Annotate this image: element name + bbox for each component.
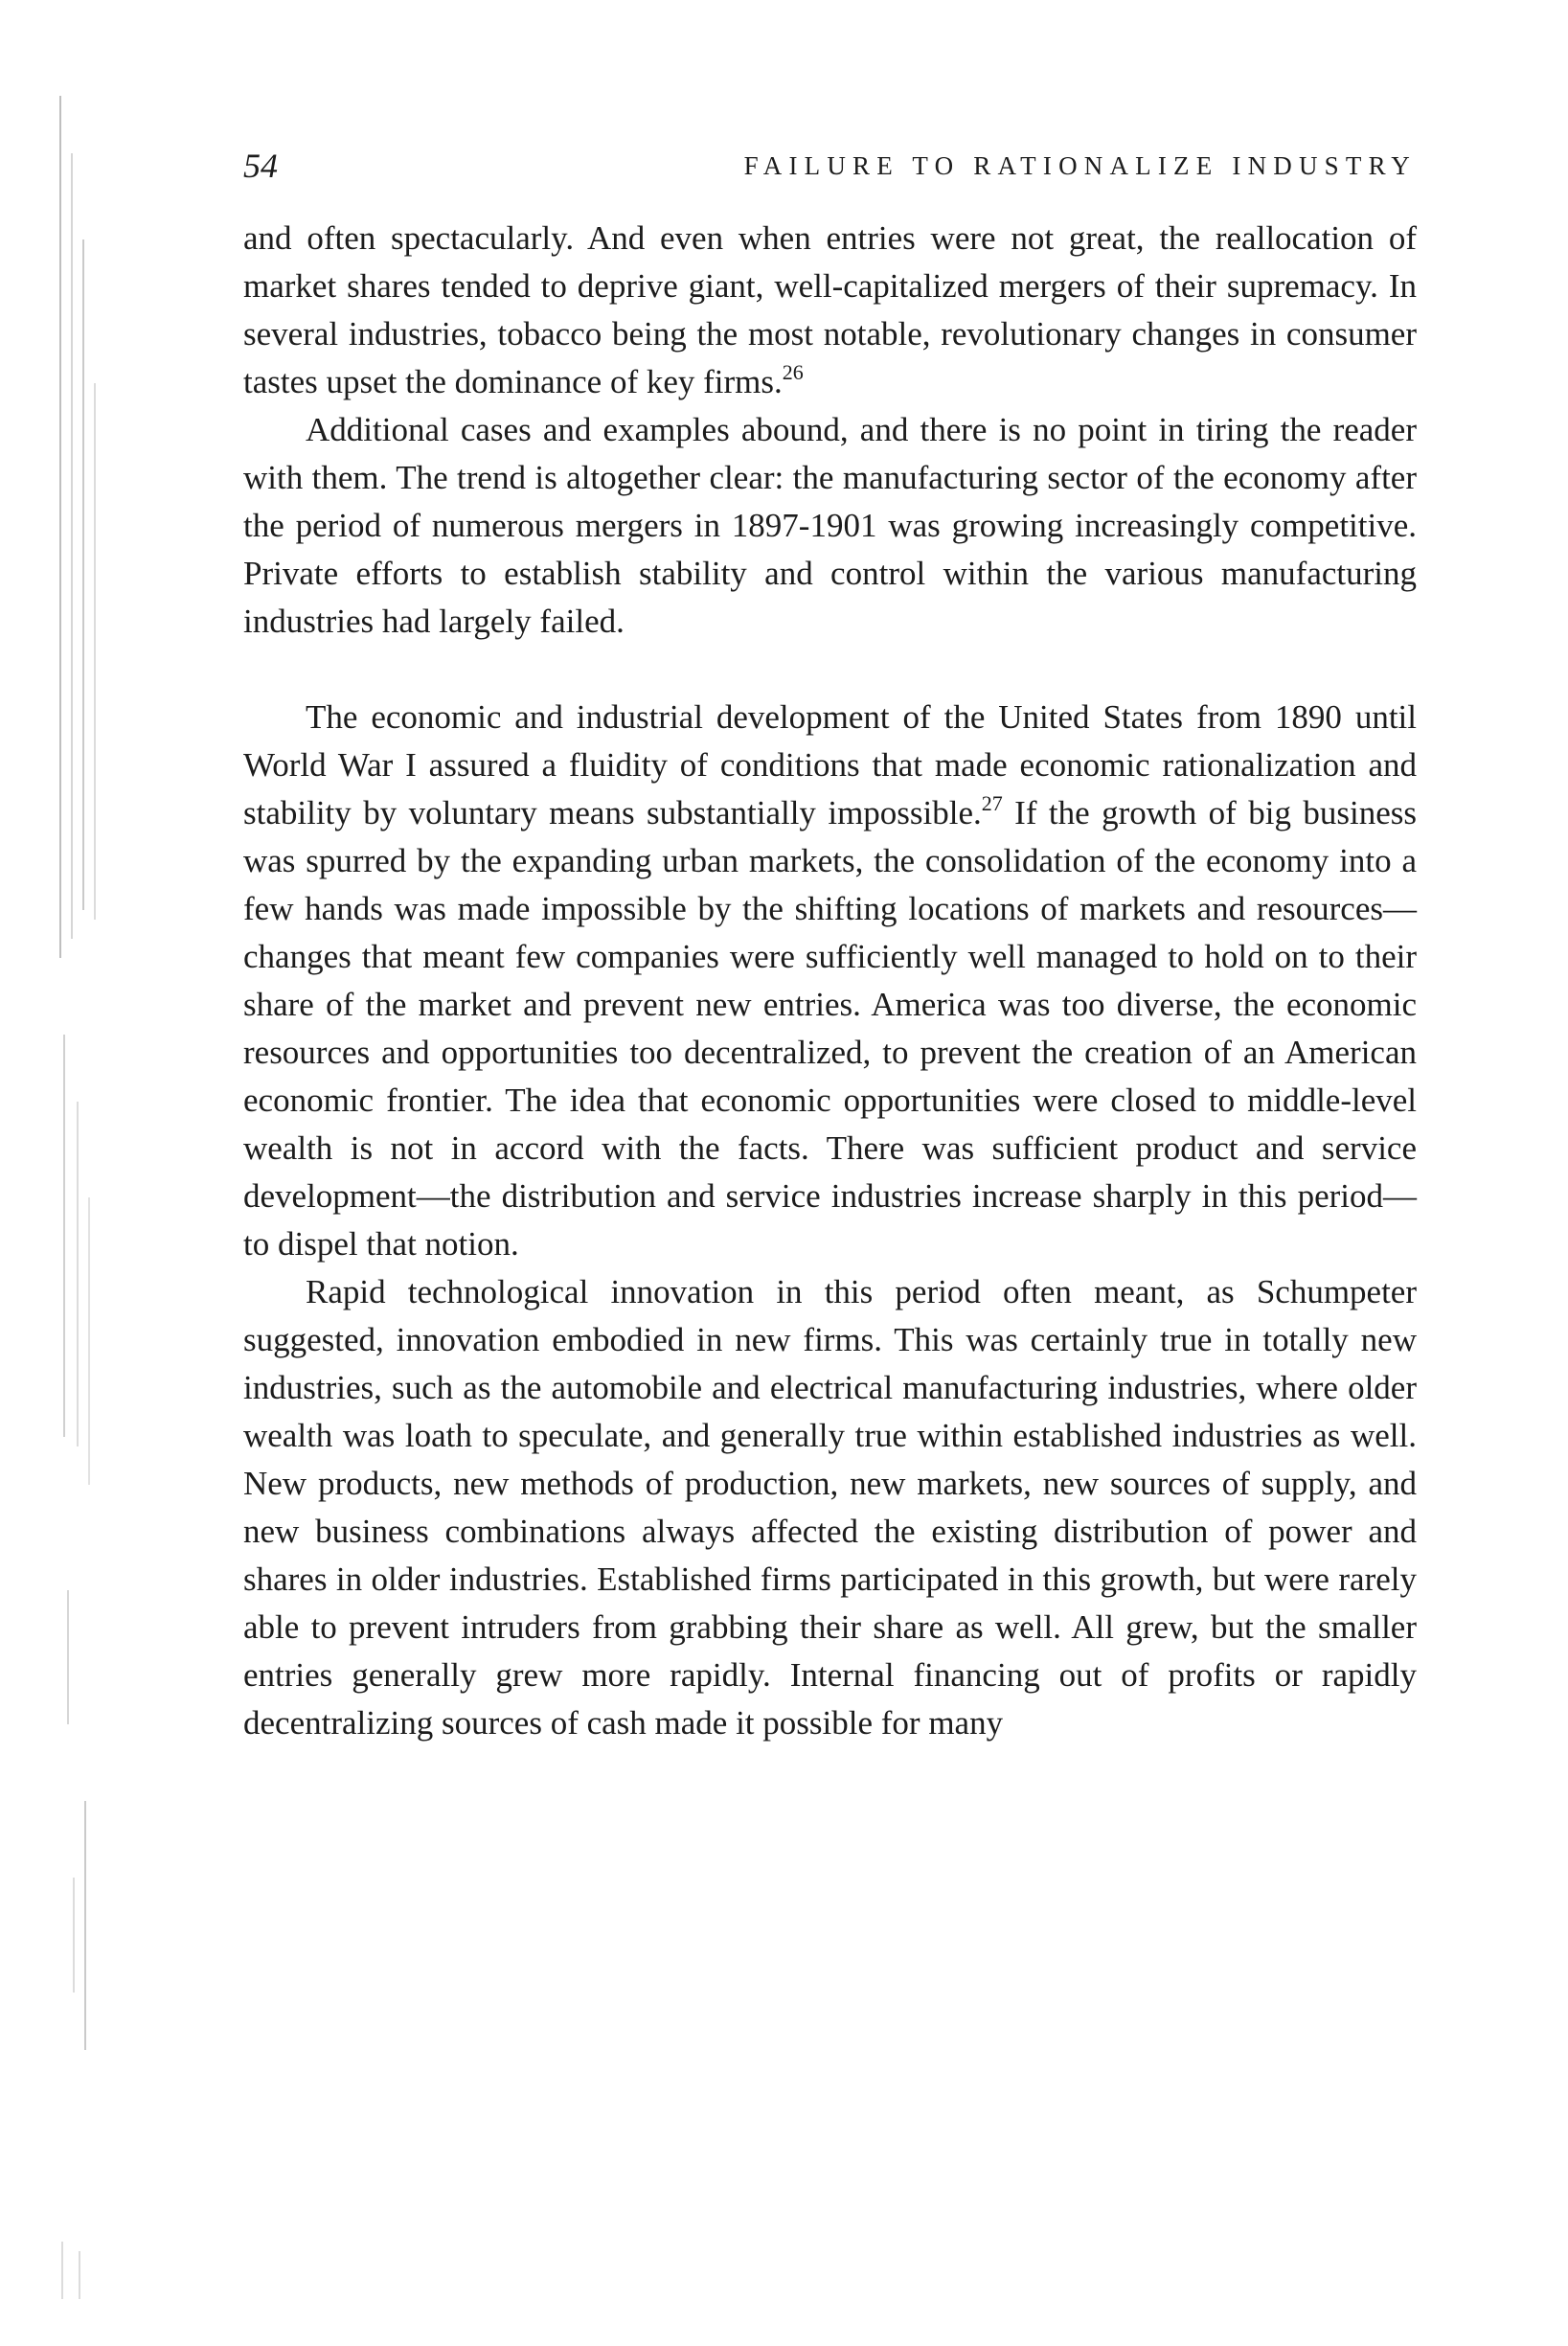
footnote-ref-26[interactable]: 26 [782, 360, 804, 384]
page-header [243, 144, 1417, 188]
paragraph-2-text: Additional cases and examples abound, and there is no point in tiring the reader with them. The trend is altogether clear: the manufacturing sector of the economy after the period of numerous mergers in 1897-1901 was growing increasingly competitive. Private efforts to establish stability and control within the various manufacturing industries had largely failed. [243, 411, 1417, 640]
paragraph-3 [243, 694, 1417, 1268]
scan-binding-shadow [50, 96, 107, 2299]
paragraph-3-text: The economic and industrial development of the United States from 1890 until World War I assured a fluidity of conditions that made economic rationalization and stability by voluntary means substantially impossible. [243, 698, 1417, 831]
paragraph-2 [243, 406, 1417, 646]
paragraph-4 [243, 1268, 1417, 1747]
paragraph-1-text: and often spectacularly. And even when entries were not great, the reallocation of market shares tended to deprive giant, well-capitalized mergers of their supremacy. In several industries, tobacco being the most notable, revolutionary changes in consumer tastes upset the dominance of key firms. [243, 219, 1417, 400]
page-number: 54 [243, 147, 278, 185]
paragraph-3-text-continued: If the growth of big business was spurred by the expanding urban markets, the consolidation of the economy into a few hands was made impossible by the shifting locations of markets and resources—changes that meant few companies were sufficiently well managed to hold on to their share of the market and prevent new entries. America was too diverse, the economic resources and opportunities too decentralized, to prevent the creation of an American economic frontier. The idea that economic opportunities were closed to middle-level wealth is not in accord with the facts. There was sufficient product and service development—the distribution and service industries increase sharply in this period—to dispel that notion. [243, 794, 1417, 1263]
footnote-ref-27[interactable]: 27 [981, 791, 1003, 815]
body-text [243, 215, 1417, 1747]
running-head: FAILURE TO RATIONALIZE INDUSTRY [743, 151, 1417, 180]
paragraph-1 [243, 215, 1417, 406]
paragraph-4-text: Rapid technological innovation in this period often meant, as Schumpeter suggested, innovation embodied in new firms. This was certainly true in totally new industries, such as the automobile and electrical manufacturing industries, where older wealth was loath to speculate, and generally true within established industries as well. New products, new methods of production, new markets, new sources of supply, and new business combinations always affected the existing distribution of power and shares in older industries. Established firms participated in this growth, but were rarely able to prevent intruders from grabbing their share as well. All grew, but the smaller entries generally grew more rapidly. Internal financing out of profits or rapidly decentralizing sources of cash made it possible for many [243, 1273, 1417, 1742]
